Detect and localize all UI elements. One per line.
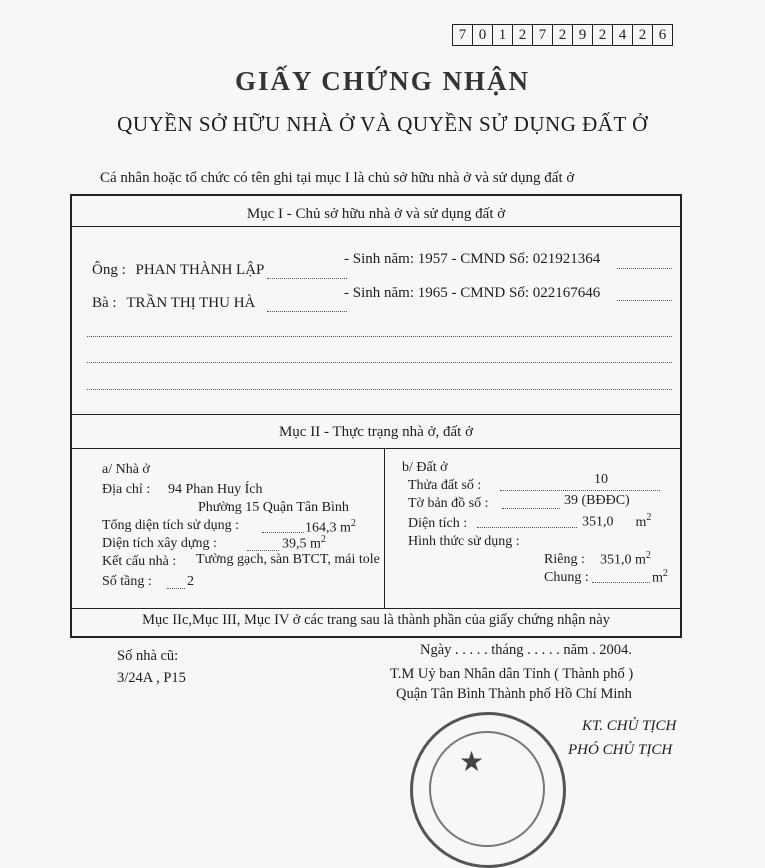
- serial-digit: 1: [493, 24, 513, 46]
- owner-2: [92, 295, 255, 312]
- build-area-label: Diện tích xây dựng :: [102, 536, 217, 551]
- shared-unit: $m^2$: [652, 568, 668, 586]
- serial-digit: 2: [633, 24, 653, 46]
- serial-digit: 4: [613, 24, 633, 46]
- private-unit: m: [635, 552, 646, 568]
- total-area-label: Tổng diện tích sử dụng :: [102, 518, 240, 533]
- serial-digit: 2: [593, 24, 613, 46]
- owner-1-name: PHAN THÀNH LẬP: [135, 262, 265, 278]
- signature-title-1: KT. CHỦ TỊCH: [582, 718, 677, 734]
- owner-1: [92, 262, 264, 279]
- old-number: 3/24A , P15: [117, 670, 186, 686]
- total-area: 164,3 $m^2$: [305, 518, 356, 536]
- address-line1: 94 Phan Huy Ích: [168, 482, 263, 497]
- owner-1-prefix: Ông :: [92, 262, 126, 278]
- map-label: Tờ bản đồ số :: [408, 496, 489, 511]
- usage-label: Hình thức sử dụng :: [408, 534, 520, 549]
- build-area: 39,5 $m^2$: [282, 534, 326, 552]
- total-area-value: 164,3: [305, 520, 337, 536]
- land-area-label: Diện tích :: [408, 516, 468, 531]
- parcel-label: Thửa đất số :: [408, 478, 482, 493]
- structure-label: Kết cấu nhà :: [102, 554, 177, 569]
- address-label: Địa chỉ :: [102, 482, 151, 497]
- old-number-label: Số nhà cũ:: [117, 648, 179, 664]
- serial-digit: 6: [653, 24, 673, 46]
- serial-digit: 2: [513, 24, 533, 46]
- floors: 2: [187, 574, 194, 589]
- owner-1-birth: - Sinh năm: 1957 - CMND Số: 021921364: [344, 251, 601, 267]
- land-area-value: 351,0: [582, 514, 614, 530]
- serial-digit: 7: [533, 24, 553, 46]
- parcel: 10: [594, 472, 608, 487]
- structure: Tường gạch, sàn BTCT, mái tole: [196, 552, 380, 567]
- serial-digit: 0: [473, 24, 493, 46]
- section2-title: Mục II - Thực trạng nhà ở, đất ở: [278, 424, 474, 440]
- date-line: Ngày . . . . . tháng . . . . . năm . 2004.: [420, 642, 632, 658]
- serial-digit: 9: [573, 24, 593, 46]
- build-area-value: 39,5: [282, 536, 307, 552]
- serial-number: [452, 24, 673, 46]
- private-value: 351,0: [600, 552, 632, 568]
- section1-title: Mục I - Chủ sở hữu nhà ở và sử dụng đất ở: [246, 206, 506, 222]
- shared-label: Chung :: [544, 570, 589, 585]
- build-area-unit: m: [310, 536, 321, 552]
- footer-note: Mục IIc,Mục III, Mục IV ở các trang sau là thành phần của giấy chứng nhận này: [142, 612, 610, 628]
- serial-digit: 2: [553, 24, 573, 46]
- address-line2: Phường 15 Quận Tân Bình: [198, 500, 349, 515]
- official-seal: [410, 712, 566, 868]
- owner-2-name: TRẦN THỊ THU HÀ: [126, 295, 256, 311]
- private-label: Riêng :: [544, 552, 585, 567]
- star-icon: ★: [459, 747, 485, 778]
- floors-label: Số tầng :: [102, 574, 152, 589]
- signature-title-2: PHÓ CHỦ TỊCH: [568, 742, 673, 758]
- certificate-frame: [70, 194, 682, 638]
- land-heading: b/ Đất ở: [402, 460, 448, 475]
- land-area-unit: m: [635, 514, 647, 530]
- owner-2-prefix: Bà :: [92, 295, 117, 311]
- shared-unit-text: m: [652, 570, 663, 586]
- map: 39 (BĐĐC): [564, 493, 630, 508]
- house-heading: a/ Nhà ở: [102, 462, 150, 477]
- land-area: 351,0 $m^2$: [582, 512, 652, 530]
- document-title: GIẤY CHỨNG NHẬN: [235, 66, 530, 96]
- owner-2-birth: - Sinh năm: 1965 - CMND Số: 022167646: [344, 285, 601, 301]
- document-subtitle: QUYỀN SỞ HỮU NHÀ Ở VÀ QUYỀN SỬ DỤNG ĐẤT Ở: [117, 112, 648, 136]
- authority-line2: Quận Tân Bình Thành phố Hồ Chí Minh: [396, 686, 632, 702]
- total-area-unit: m: [340, 520, 351, 536]
- intro-text: Cá nhân hoặc tổ chức có tên ghi tại mục I là chủ sở hữu nhà ở và sử dụng đất ở: [100, 170, 575, 186]
- serial-digit: 7: [452, 24, 473, 46]
- private: 351,0 $m^2$: [600, 550, 651, 568]
- authority-line1: T.M Uỷ ban Nhân dân Tỉnh ( Thành phố ): [390, 666, 634, 682]
